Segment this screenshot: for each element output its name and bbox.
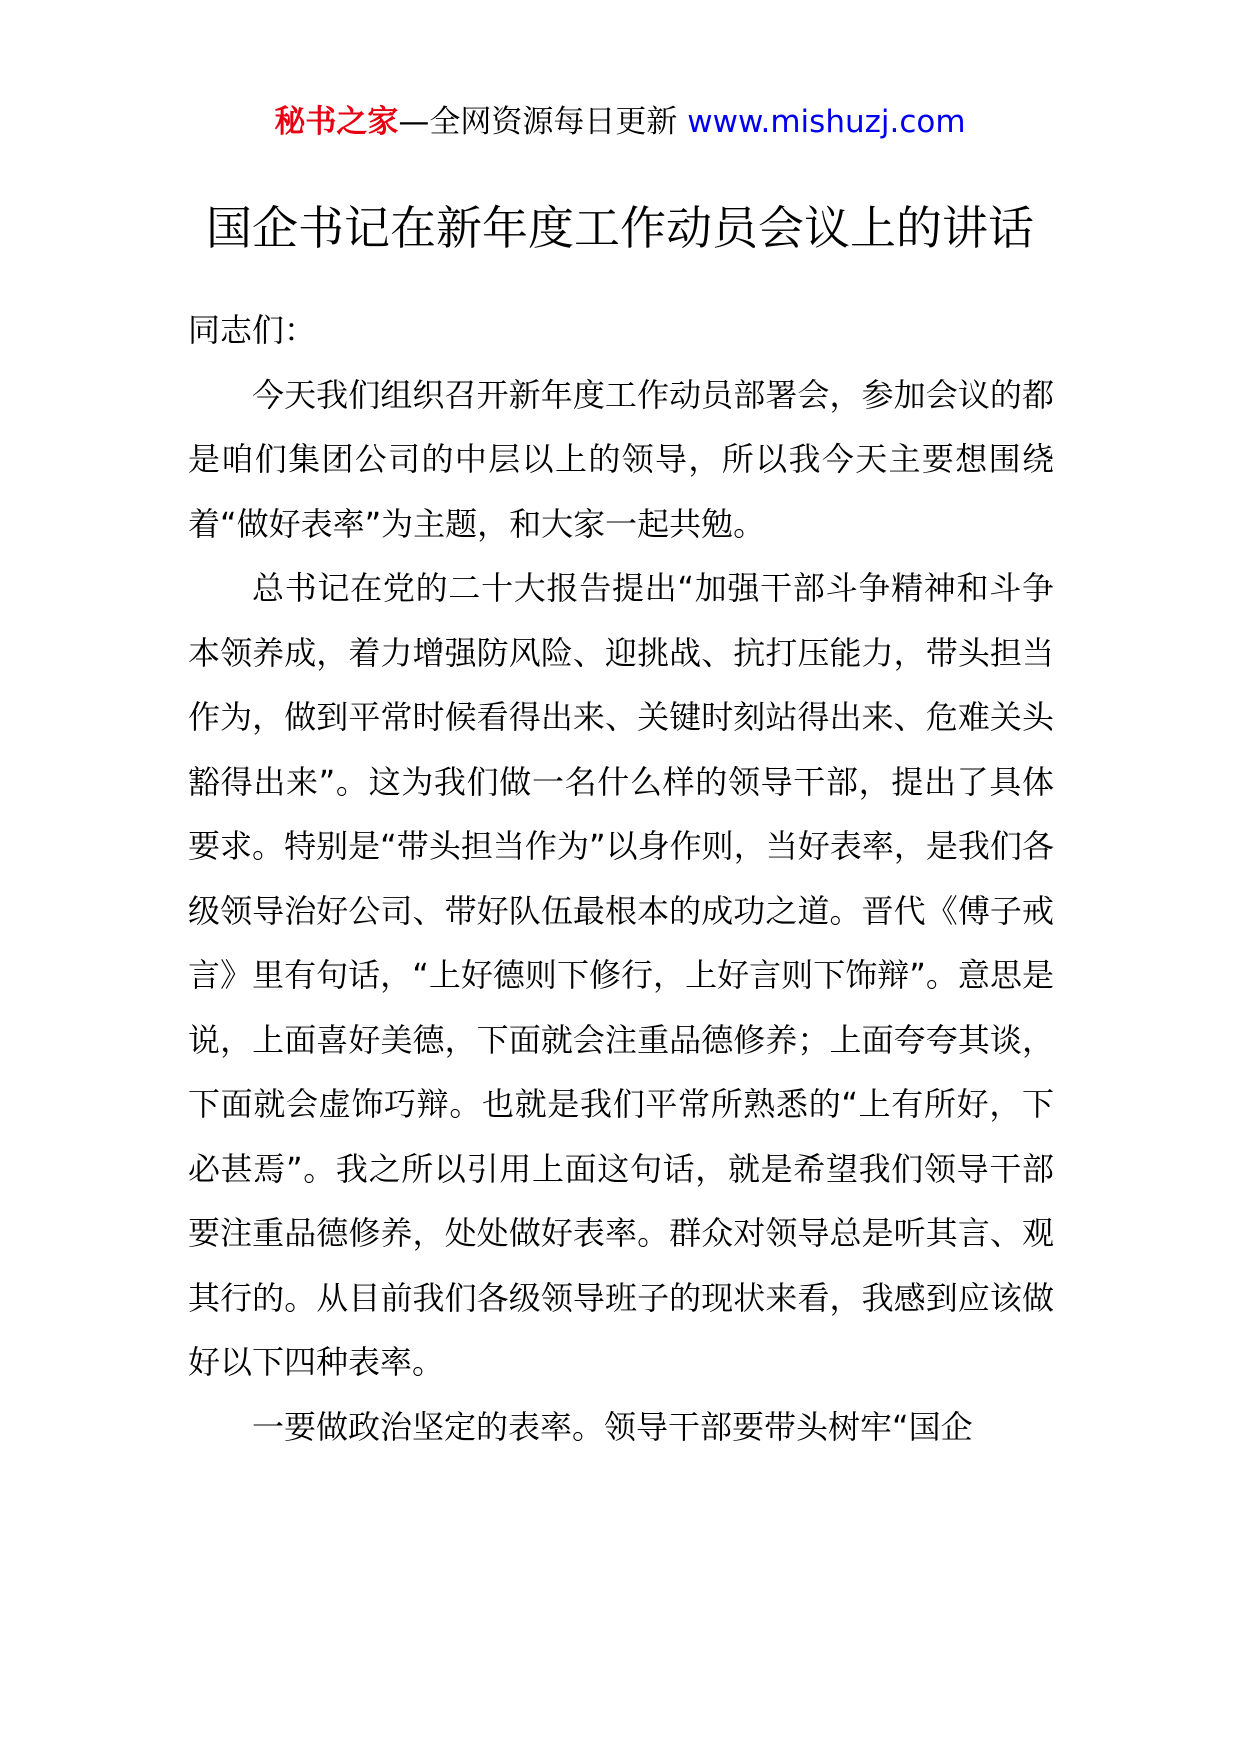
paragraph-3: 一要做政治坚定的表率。领导干部要带头树牢“国企 xyxy=(252,1407,973,1446)
site-header xyxy=(0,100,1240,144)
document-body xyxy=(188,298,1054,1459)
header-tagline: —全网资源每日更新 xyxy=(398,104,688,140)
paragraph-2: 总书记在党的二十大报告提出“加强干部斗争精神和斗争本领养成，着力增强防风险、迎挑战、抗打压能力，带头担当作为，做到平常时候看得出来、关键时刻站得出来、危难关头豁得出来”。这为我们做一名什么样的领导干部，提出了具体要求。特别是“带头担当作为”以身作则，当好表率，是我们各级领导治好公司、带好队伍最根本的成功之道。晋代《傅子戒言》里有句话，“上好德则下修行，上好言则下饰辩”。意思是说，上面喜好美德，下面就会注重品德修养；上面夸夸其谈，下面就会虚饰巧辩。也就是我们平常所熟悉的“上有所好，下必甚焉”。我之所以引用上面这句话，就是希望我们领导干部要注重品德修养，处处做好表率。群众对领导总是听其言、观其行的。从目前我们各级领导班子的现状来看，我感到应该做好以下四种表率。 xyxy=(188,569,1054,1381)
site-link[interactable]: www.mishuzj.com xyxy=(687,104,966,140)
salutation: 同志们： xyxy=(188,311,317,349)
paragraph-1: 今天我们组织召开新年度工作动员部署会，参加会议的都是咱们集团公司的中层以上的领导，所以我今天主要想围绕着“做好表率”为主题，和大家一起共勉。 xyxy=(188,375,1054,543)
brand-name: 秘书之家 xyxy=(274,104,399,140)
document-title: 国企书记在新年度工作动员会议上的讲话 xyxy=(206,201,1034,255)
